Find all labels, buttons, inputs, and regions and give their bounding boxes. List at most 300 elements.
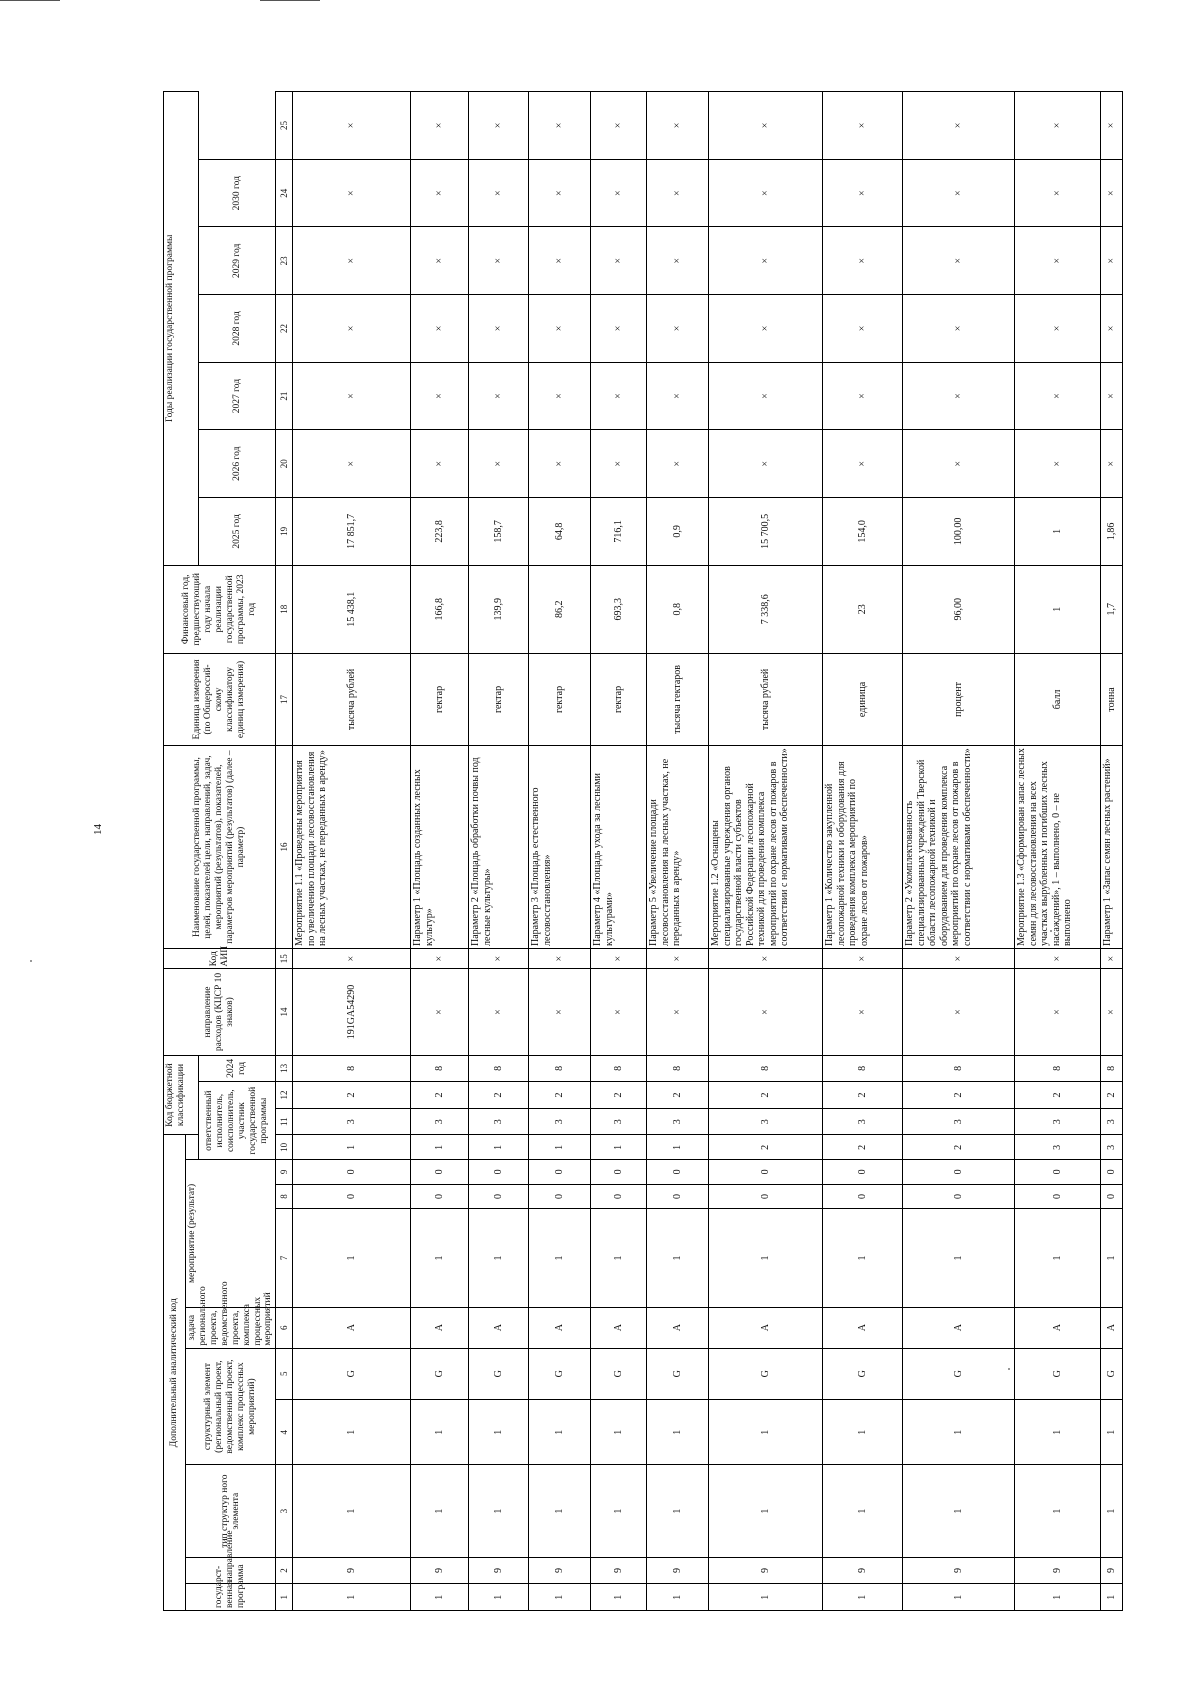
cell-c13: 8 [903,1055,1015,1082]
cell-unit: тысяча гектаров [647,653,709,745]
table-row [709,92,823,1611]
cell-c8: 0 [823,1184,903,1209]
cell-c5: G [293,1348,411,1399]
cell-c6: A [709,1307,823,1348]
column-number: 16 [276,746,293,949]
cell-unit: единица [823,653,903,745]
cell-year-value: × [293,159,411,227]
cell-c15: × [823,948,903,968]
cell-c14: × [529,969,591,1055]
cell-year-value: × [709,295,823,363]
cell-c3: 1 [903,1465,1015,1557]
cell-year-value: × [1015,159,1101,227]
cell-c7: 1 [469,1209,529,1307]
cell-year-value: × [1015,227,1101,295]
cell-c3: 1 [709,1465,823,1557]
cell-c11: 3 [903,1108,1015,1135]
cell-year-value: × [411,362,469,430]
column-number: 22 [276,295,293,363]
cell-year-value: × [647,227,709,295]
cell-c8: 0 [591,1184,647,1209]
cell-c7: 1 [709,1209,823,1307]
cell-c3: 1 [591,1465,647,1557]
column-number-row [276,92,293,1611]
cell-c11: 3 [469,1108,529,1135]
cell-c2: 9 [529,1557,591,1584]
header-measure: мероприятие (результат) [186,1160,276,1308]
cell-c13: 8 [647,1055,709,1082]
cell-c5: G [647,1348,709,1399]
cell-year-value: × [529,227,591,295]
cell-unit: гектар [591,653,647,745]
header-structural-element: структурный элемент (региональный проект, ведомственный проект, комплекс процессных мероприятий) [186,1348,276,1465]
cell-2024: 17 851,7 [293,498,411,566]
header-year: 2027 год [198,362,275,430]
cell-year-value: × [709,362,823,430]
cell-c2: 9 [591,1557,647,1584]
cell-c10: 1 [293,1135,411,1160]
table-row [529,92,591,1611]
program-table [163,91,1123,1611]
table-row [1101,92,1123,1611]
cell-prev-year: 96,00 [903,565,1015,653]
cell-year-value: × [823,430,903,498]
cell-c4: 1 [823,1399,903,1465]
cell-c7: 1 [411,1209,469,1307]
cell-c12: 2 [469,1082,529,1109]
cell-name: Параметр 2 «Укомплектованность специализированных учреждений Тверской области лесопожарной техникой и оборудованием для проведения комплекса мероприятий по охране лесов от пожаров в соответствии с нормативами обеспеченности» [903,746,1015,949]
cell-c6: A [1101,1307,1123,1348]
cell-year-value: × [529,92,591,160]
cell-unit: тысяча рублей [709,653,823,745]
cell-c8: 0 [903,1184,1015,1209]
cell-year-value: × [903,430,1015,498]
cell-year-value: × [591,295,647,363]
rotated-table-wrapper [163,91,1118,1611]
scan-edge-line [260,0,320,1]
cell-c4: 1 [591,1399,647,1465]
cell-c13: 8 [591,1055,647,1082]
cell-c12: 2 [1015,1082,1101,1109]
cell-name: Мероприятие 1.2 «Оснащены специализированные учреждения органов государственной власти субъектов Российской Федерации лесопожарной техникой для проведения комплекса мероприятий по охране лесов от пожаров в соответствии с нормативами обеспеченности» [709,746,823,949]
cell-c1: 1 [469,1584,529,1611]
cell-c10: 2 [903,1135,1015,1160]
cell-c12: 2 [591,1082,647,1109]
cell-c9: 0 [903,1160,1015,1185]
cell-c2: 9 [1015,1557,1101,1584]
table-row [469,92,529,1611]
cell-name: Мероприятие 1.1 «Проведены мероприятия по увеличению площади лесовосстановления на лесных участках, не переданных в аренду» [293,746,411,949]
header-expense-direction: направление расходов (КЦСР 10 знаков) [164,969,276,1055]
cell-c9: 0 [647,1160,709,1185]
cell-c2: 9 [1101,1557,1123,1584]
cell-c7: 1 [903,1209,1015,1307]
cell-year-value: × [591,430,647,498]
cell-c13: 8 [709,1055,823,1082]
cell-c1: 1 [709,1584,823,1611]
header-years-title: Годы реализации государственной программы [164,92,199,566]
cell-c11: 3 [823,1108,903,1135]
column-number: 21 [276,362,293,430]
column-number: 1 [276,1584,293,1611]
cell-name: Параметр 1 «Площадь созданных лесных культур» [411,746,469,949]
cell-year-value: × [411,92,469,160]
column-number: 3 [276,1465,293,1557]
cell-c12: 2 [411,1082,469,1109]
table-row [411,92,469,1611]
header-unit: Единица измерения (по Общероссий-скому классификатору единиц измерения) [164,653,276,745]
cell-c15: × [709,948,823,968]
cell-c5: G [1101,1348,1123,1399]
cell-c11: 3 [1015,1108,1101,1135]
cell-c5: G [591,1348,647,1399]
cell-year-value: × [647,92,709,160]
cell-c2: 9 [903,1557,1015,1584]
cell-c14: 191GA54290 [293,969,411,1055]
table-row [591,92,647,1611]
cell-c2: 9 [469,1557,529,1584]
cell-c13: 8 [293,1055,411,1082]
cell-c11: 3 [293,1108,411,1135]
cell-c8: 0 [1101,1184,1123,1209]
cell-c10: 2 [709,1135,823,1160]
cell-c12: 2 [1101,1082,1123,1109]
cell-c15: × [903,948,1015,968]
cell-c6: A [647,1307,709,1348]
cell-c3: 1 [1015,1465,1101,1557]
cell-c15: × [469,948,529,968]
header-element-type: тип структур ного элемента [186,1465,276,1557]
column-number: 24 [276,159,293,227]
cell-c8: 0 [1015,1184,1101,1209]
cell-c9: 0 [1101,1160,1123,1185]
cell-c10: 1 [591,1135,647,1160]
cell-year-value: × [411,295,469,363]
cell-year-value: × [529,295,591,363]
cell-c1: 1 [903,1584,1015,1611]
column-number: 15 [276,948,293,968]
cell-year-value: × [1015,295,1101,363]
cell-c12: 2 [293,1082,411,1109]
cell-c2: 9 [647,1557,709,1584]
cell-2024: 1 [1015,498,1101,566]
cell-year-value: × [1101,92,1123,160]
cell-2024: 64,8 [529,498,591,566]
cell-year-value: × [647,430,709,498]
cell-c13: 8 [1101,1055,1123,1082]
cell-2024: 100,00 [903,498,1015,566]
cell-c1: 1 [647,1584,709,1611]
cell-year-value: × [1015,430,1101,498]
cell-c9: 0 [1015,1160,1101,1185]
cell-year-value: × [591,159,647,227]
column-number: 19 [276,498,293,566]
table-row [293,92,411,1611]
cell-c10: 1 [647,1135,709,1160]
cell-year-value: × [823,159,903,227]
cell-year-value: × [709,430,823,498]
cell-c4: 1 [411,1399,469,1465]
cell-c4: 1 [1101,1399,1123,1465]
cell-c14: × [823,969,903,1055]
cell-c1: 1 [411,1584,469,1611]
cell-unit: гектар [469,653,529,745]
cell-year-value: × [903,92,1015,160]
cell-c14: × [411,969,469,1055]
scan-speck [30,960,32,962]
cell-year-value: × [709,92,823,160]
cell-year-value: × [1101,295,1123,363]
header-prev-year: Финансовый год, предшествующий году начала реализации государственной программы, 2023 год [164,565,276,653]
cell-prev-year: 86,2 [529,565,591,653]
cell-c7: 1 [591,1209,647,1307]
cell-name: Параметр 4 «Площадь ухода за лесными культурами» [591,746,647,949]
scan-edge-line [0,0,60,1]
cell-2024: 158,7 [469,498,529,566]
cell-prev-year: 1 [1015,565,1101,653]
cell-year-value: × [411,227,469,295]
cell-c12: 2 [529,1082,591,1109]
cell-c6: A [411,1307,469,1348]
cell-c2: 9 [709,1557,823,1584]
cell-c9: 0 [411,1160,469,1185]
column-number: 7 [276,1209,293,1307]
cell-c6: A [529,1307,591,1348]
cell-c15: × [1015,948,1101,968]
cell-year-value: × [591,92,647,160]
cell-year-value: × [293,92,411,160]
cell-year-value: × [293,362,411,430]
cell-year-value: × [469,92,529,160]
cell-c13: 8 [529,1055,591,1082]
cell-prev-year: 166,8 [411,565,469,653]
cell-year-value: × [823,295,903,363]
cell-year-value: × [293,295,411,363]
cell-c13: 8 [411,1055,469,1082]
cell-c13: 8 [823,1055,903,1082]
cell-2024: 154,0 [823,498,903,566]
cell-c7: 1 [1015,1209,1101,1307]
header-year: 2028 год [198,295,275,363]
cell-year-value: × [709,159,823,227]
cell-c8: 0 [709,1184,823,1209]
cell-c10: 1 [529,1135,591,1160]
cell-c5: G [529,1348,591,1399]
table-row [647,92,709,1611]
cell-c3: 1 [293,1465,411,1557]
cell-c4: 1 [709,1399,823,1465]
cell-name: Параметр 1 «Запас семян лесных растений» [1101,746,1123,949]
cell-c15: × [529,948,591,968]
cell-year-value: × [647,295,709,363]
cell-c6: A [823,1307,903,1348]
table-row [903,92,1015,1611]
cell-year-value: × [1101,430,1123,498]
cell-c15: × [293,948,411,968]
cell-c5: G [469,1348,529,1399]
cell-c6: A [469,1307,529,1348]
table-row [1015,92,1101,1611]
cell-c4: 1 [469,1399,529,1465]
cell-year-value: × [293,430,411,498]
cell-year-value: × [469,295,529,363]
cell-unit: гектар [529,653,591,745]
cell-2024: 1,86 [1101,498,1123,566]
cell-year-value: × [469,362,529,430]
cell-c5: G [1015,1348,1101,1399]
cell-c11: 3 [529,1108,591,1135]
cell-c14: × [647,969,709,1055]
cell-c6: A [293,1307,411,1348]
header-year: 2026 год [198,430,275,498]
cell-name: Параметр 5 «Увеличение площади лесовосстановления на лесных участках, не переданных в аренду» [647,746,709,949]
cell-c7: 1 [1101,1209,1123,1307]
cell-c1: 1 [591,1584,647,1611]
cell-2024: 15 700,5 [709,498,823,566]
cell-prev-year: 7 338,6 [709,565,823,653]
cell-c14: × [903,969,1015,1055]
cell-c8: 0 [293,1184,411,1209]
header-budget-code: Код бюджетной классификации [164,1055,199,1135]
cell-c3: 1 [411,1465,469,1557]
cell-2024: 716,1 [591,498,647,566]
cell-c5: G [709,1348,823,1399]
cell-c9: 0 [293,1160,411,1185]
cell-prev-year: 693,3 [591,565,647,653]
cell-c4: 1 [903,1399,1015,1465]
cell-year-value: × [411,430,469,498]
cell-c11: 3 [709,1108,823,1135]
column-number: 5 [276,1348,293,1399]
column-number: 11 [276,1108,293,1135]
cell-prev-year: 15 438,1 [293,565,411,653]
cell-c12: 2 [903,1082,1015,1109]
cell-c4: 1 [1015,1399,1101,1465]
cell-unit: тысяча рублей [293,653,411,745]
cell-c5: G [903,1348,1015,1399]
cell-name: Параметр 3 «Площадь естественного лесовосстановления» [529,746,591,949]
cell-c6: A [1015,1307,1101,1348]
cell-year-value: × [591,362,647,430]
cell-year-value: × [823,92,903,160]
cell-year-value: × [529,362,591,430]
cell-2024: 223,8 [411,498,469,566]
cell-c9: 0 [469,1160,529,1185]
table-body [293,92,1123,1611]
cell-c1: 1 [293,1584,411,1611]
cell-c7: 1 [529,1209,591,1307]
header-task: задача регионального проекта, ведомственного проекта, комплекса процессных мероприятий [186,1307,276,1348]
cell-c9: 0 [823,1160,903,1185]
cell-year-value: × [823,362,903,430]
cell-name: Мероприятие 1.3 «Сформирован запас лесных семян для лесовосстановления на всех участках вырубленных и погибших лесных насаждений», 1 – выполнено, 0 – не выполнено [1015,746,1101,949]
header-name: Наименование государственной программы, целей, показателей цели, направлений, задач, мероприятий (результатов), показателей, параметров мероприятий (результатов) (далее – параметр) [164,746,276,949]
cell-c12: 2 [823,1082,903,1109]
cell-c10: 3 [1101,1135,1123,1160]
cell-c4: 1 [647,1399,709,1465]
cell-c14: × [709,969,823,1055]
cell-c15: × [647,948,709,968]
column-number: 17 [276,653,293,745]
cell-c14: × [1101,969,1123,1055]
cell-c10: 3 [1015,1135,1101,1160]
cell-c1: 1 [529,1584,591,1611]
cell-c15: × [591,948,647,968]
cell-unit: тонна [1101,653,1123,745]
cell-year-value: × [1015,362,1101,430]
cell-year-value: × [1101,362,1123,430]
cell-c8: 0 [469,1184,529,1209]
cell-year-value: × [647,362,709,430]
cell-c9: 0 [709,1160,823,1185]
cell-c8: 0 [411,1184,469,1209]
cell-c1: 1 [1015,1584,1101,1611]
cell-name: Параметр 2 «Площадь обработки почвы под лесные культуры» [469,746,529,949]
cell-year-value: × [823,227,903,295]
cell-c4: 1 [293,1399,411,1465]
header-year: 2030 год [198,159,275,227]
cell-year-value: × [293,227,411,295]
cell-prev-year: 1,7 [1101,565,1123,653]
cell-c6: A [903,1307,1015,1348]
cell-year-value: × [411,159,469,227]
cell-c3: 1 [823,1465,903,1557]
column-number: 4 [276,1399,293,1465]
cell-c11: 3 [591,1108,647,1135]
cell-year-value: × [469,227,529,295]
cell-prev-year: 0,8 [647,565,709,653]
cell-year-value: × [469,159,529,227]
cell-c3: 1 [1101,1465,1123,1557]
column-number: 9 [276,1160,293,1185]
column-number: 23 [276,227,293,295]
header-aip: Код АИП [164,948,276,968]
cell-c7: 1 [647,1209,709,1307]
cell-c8: 0 [529,1184,591,1209]
column-number: 25 [276,92,293,160]
header-year: 2029 год [198,227,275,295]
header-gp: государст-венная программа [186,1584,276,1611]
header-year: 2024 год [198,1055,275,1082]
cell-c3: 1 [647,1465,709,1557]
cell-c5: G [411,1348,469,1399]
cell-c5: G [823,1348,903,1399]
header-responsible: ответственный исполнитель, соисполнитель, участник государственной программы [198,1082,275,1160]
cell-c12: 2 [709,1082,823,1109]
cell-year-value: × [1015,92,1101,160]
cell-year-value: × [903,159,1015,227]
cell-prev-year: 23 [823,565,903,653]
column-number: 2 [276,1557,293,1584]
cell-year-value: × [903,362,1015,430]
cell-c3: 1 [469,1465,529,1557]
cell-c7: 1 [823,1209,903,1307]
cell-c13: 8 [469,1055,529,1082]
cell-c2: 9 [823,1557,903,1584]
cell-c11: 3 [1101,1108,1123,1135]
cell-c15: × [1101,948,1123,968]
cell-unit: гектар [411,653,469,745]
cell-c14: × [1015,969,1101,1055]
column-number: 8 [276,1184,293,1209]
cell-c9: 0 [529,1160,591,1185]
cell-c12: 2 [647,1082,709,1109]
cell-c11: 3 [647,1108,709,1135]
cell-year-value: × [647,159,709,227]
cell-c6: A [591,1307,647,1348]
cell-c8: 0 [647,1184,709,1209]
table-row [823,92,903,1611]
